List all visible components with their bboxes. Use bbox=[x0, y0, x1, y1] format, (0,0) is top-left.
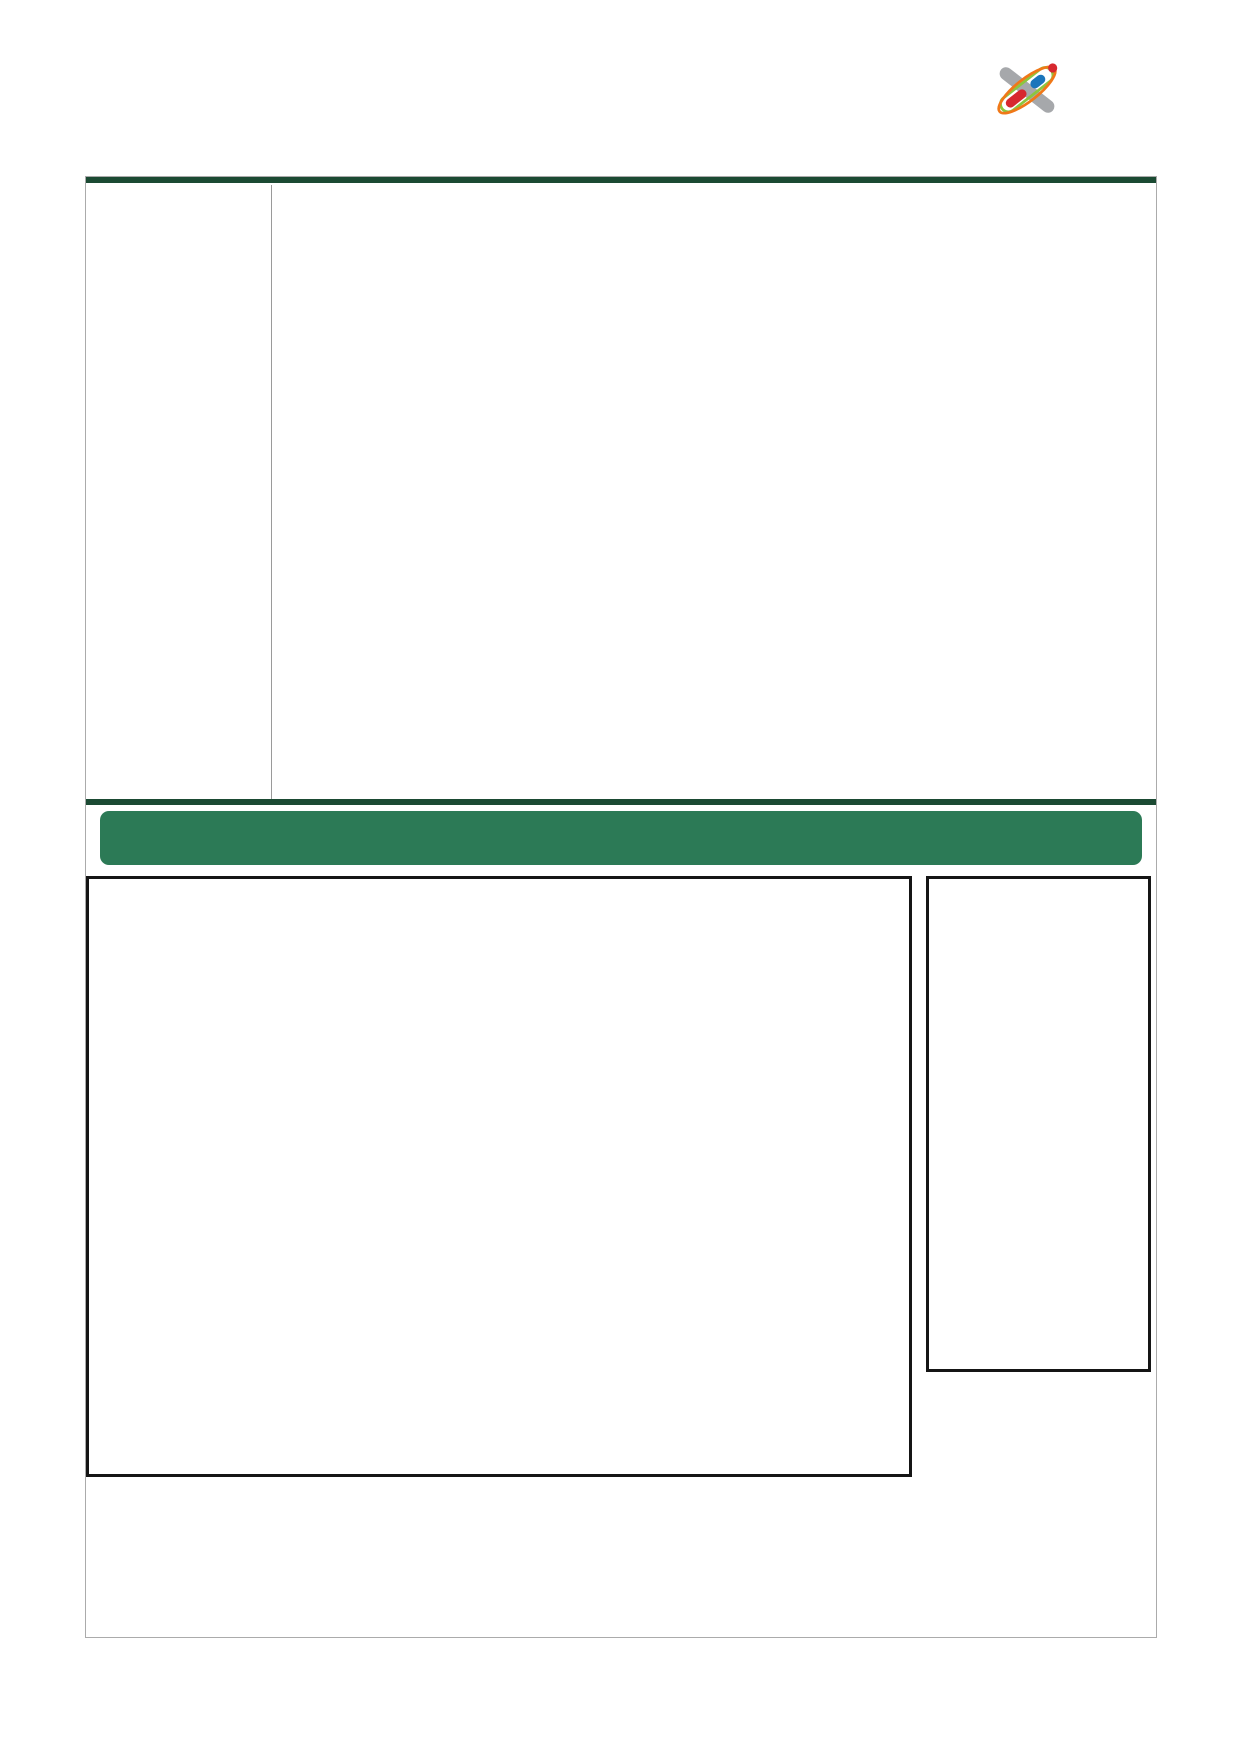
dangjin-emblem-icon bbox=[988, 57, 1066, 128]
program-banner bbox=[100, 811, 1142, 865]
weekday-timetable bbox=[86, 876, 912, 1477]
document-frame bbox=[85, 176, 1157, 1638]
label-column-divider bbox=[271, 185, 272, 799]
bottom-divider-line bbox=[86, 799, 1156, 805]
weekend-timetable bbox=[926, 876, 1151, 1372]
dangjin-logo bbox=[888, 55, 1128, 125]
top-divider-line bbox=[86, 177, 1156, 183]
legend bbox=[926, 1383, 1156, 1493]
